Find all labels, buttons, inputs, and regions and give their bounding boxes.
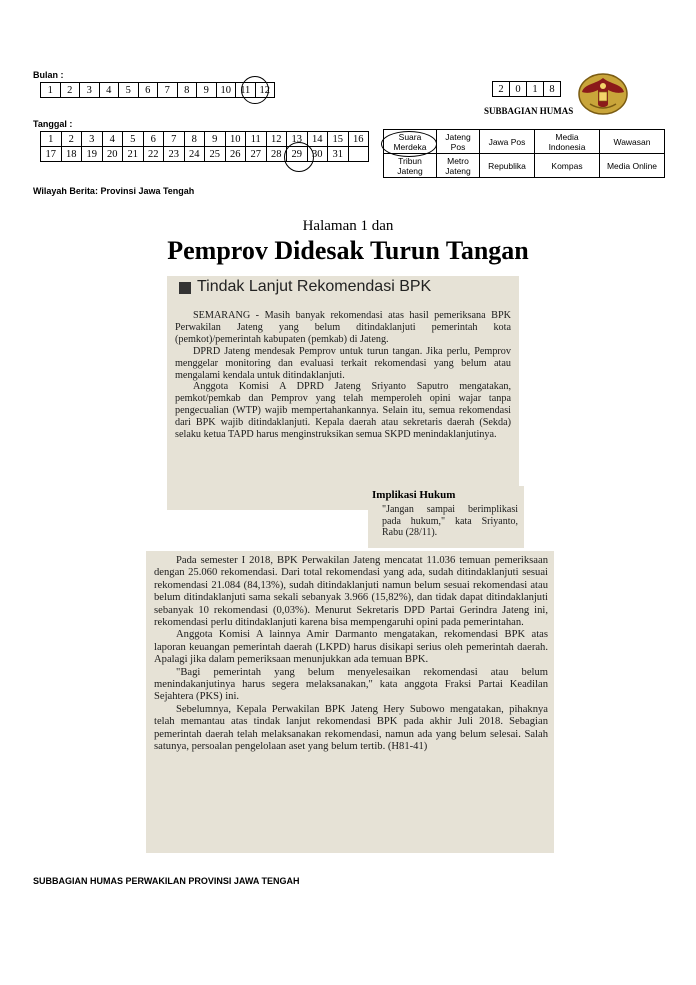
date-cell: 16: [348, 132, 369, 147]
date-cell: 11: [246, 132, 267, 147]
date-cell: 10: [225, 132, 246, 147]
month-cell: 6: [138, 83, 158, 98]
date-cell: 30: [307, 147, 328, 162]
clip1-subhead: Implikasi Hukum: [372, 489, 456, 501]
date-cell: 12: [266, 132, 287, 147]
date-cell: 24: [184, 147, 205, 162]
month-cell: 7: [158, 83, 178, 98]
headline: Pemprov Didesak Turun Tangan: [167, 236, 529, 265]
year-digit-cell: 1: [527, 82, 544, 97]
date-cell: 22: [143, 147, 164, 162]
year-grid: [492, 81, 561, 97]
clip2-paragraph: Pada semester I 2018, BPK Perwakilan Jateng mencatat 11.036 temuan pemeriksaan dengan 25.060 rekomendasi. Dari total rekomendasi yang ada, sudah ditindaklanjuti sesuai rekomendasi 21.084 (84,13%), sudah ditindaklanjuti namun belum sesuai rekomendasi atau belum ditindaklanjuti sama sekali sebanyak 3.966 (15,82%), dan tidak dapat ditindaklanjuti sebanyak 10 rekomendasi (0,03%). Menurut Sekretaris DPD Partai Gerindra Jateng ini, rekomendasi perlu ditindaklanjuti karena bisa mempengaruhi opini pada pemerintahan.: [154, 555, 548, 629]
media-cell: Metro Jateng: [437, 154, 480, 178]
date-grid: [40, 131, 369, 162]
month-cell: 9: [197, 83, 217, 98]
date-cell: 21: [123, 147, 144, 162]
media-table: [383, 129, 665, 178]
date-cell: 23: [164, 147, 185, 162]
month-cell: 5: [119, 83, 139, 98]
date-cell: 4: [102, 132, 123, 147]
month-cell: 11: [236, 83, 256, 98]
date-cell: 15: [328, 132, 349, 147]
month-cell: 1: [41, 83, 61, 98]
month-cell: 4: [99, 83, 119, 98]
date-cell: [348, 147, 369, 162]
date-cell: 31: [328, 147, 349, 162]
date-cell: 2: [61, 132, 82, 147]
date-cell: 9: [205, 132, 226, 147]
year-digit-cell: 2: [493, 82, 510, 97]
clip1-paragraph: SEMARANG - Masih banyak rekomendasi atas hasil pemeriksana BPK Perwakilan Jateng yang belum ditindaklanjuti pemerintah kota (pemkot)/pemerintah kabupaten (pemkab) di Jateng.: [175, 310, 511, 345]
media-cell: Tribun Jateng: [384, 154, 437, 178]
date-cell: 26: [225, 147, 246, 162]
clip2-paragraph: Anggota Komisi A lainnya Amir Darmanto mengatakan, rekomendasi BPK atas laporan keuangan pemerintah daerah (LKPD) harus disikapi serius oleh pemerintah daerah. Apalagi jika dalam pemeriksaan menunjukkan ada temuan BPK.: [154, 629, 548, 666]
news-clip-2: [146, 551, 554, 853]
date-cell: 20: [102, 147, 123, 162]
clip2-paragraph: Sebelumnya, Kepala Perwakilan BPK Jateng Hery Subowo mengatakan, pihaknya telah memantau atas tindak lanjut rekomendasi BPK pada akhir Juli 2018. Sebagian pemerintah daerah telah melaksanakan rekomendasi, namun ada yang belum selesai. Salah satunya, persoalan pengelolaan aset yang belum tertib. (H81-41): [154, 703, 548, 753]
news-clip-1: [167, 276, 519, 510]
date-cell: 1: [41, 132, 62, 147]
date-cell: 14: [307, 132, 328, 147]
footer-label: SUBBAGIAN HUMAS PERWAKILAN PROVINSI JAWA TENGAH: [33, 876, 300, 886]
clip1-kicker: Tindak Lanjut Rekomendasi BPK: [197, 278, 432, 295]
date-cell: 17: [41, 147, 62, 162]
media-cell: Kompas: [535, 154, 600, 178]
date-cell: 7: [164, 132, 185, 147]
month-cell: 2: [60, 83, 80, 98]
clip1-quote: "Jangan sampai berimplikasi pada hukum," kata Sriyanto, Rabu (28/11).: [382, 504, 518, 538]
date-cell: 19: [82, 147, 103, 162]
date-cell: 27: [246, 147, 267, 162]
clip1-paragraph: Anggota Komisi A DPRD Jateng Sriyanto Saputro mengatakan, pemkot/pemkab dan Pemprov yang telah memperoleh opini wajar tanpa pengecualian (WTP) wajib mempertahankannya. Selain itu, semua rekomendasi dari BPK wajib ditindaklanjuti. Kepala daerah atau sekretaris daerah (Sekda) selaku ketua TAPD harus menginstruksikan semua SKPD menindaklanjutinya.: [175, 381, 511, 441]
month-grid: [40, 82, 275, 98]
media-cell: Media Indonesia: [535, 130, 600, 154]
clip2-paragraph: "Bagi pemerintah yang belum menyelesaikan rekomendasi atau belum menindakanjutinya harus segera melaksanakan," kata anggota Fraksi Partai Keadilan Sejahtera (PKS) ini.: [154, 666, 548, 703]
org-label: SUBBAGIAN HUMAS: [484, 106, 574, 116]
year-digit-cell: 8: [544, 82, 561, 97]
year-digit-cell: 0: [510, 82, 527, 97]
date-cell: 13: [287, 132, 308, 147]
date-cell: 28: [266, 147, 287, 162]
date-cell: 6: [143, 132, 164, 147]
media-cell: Jateng Pos: [437, 130, 480, 154]
region-label: Wilayah Berita: Provinsi Jawa Tengah: [33, 186, 195, 196]
date-cell: 25: [205, 147, 226, 162]
media-cell: Jawa Pos: [480, 130, 535, 154]
page-reference: Halaman 1 dan: [302, 218, 394, 234]
date-cell: 5: [123, 132, 144, 147]
media-cell: Wawasan: [600, 130, 665, 154]
date-cell: 18: [61, 147, 82, 162]
tanggal-label: Tanggal :: [33, 119, 73, 129]
month-cell: 8: [177, 83, 197, 98]
news-clip-1-tail: [368, 486, 524, 548]
clip1-paragraph: DPRD Jateng mendesak Pemprov untuk turun tangan. Jika perlu, Pemprov menggelar monitoring dan evaluasi terkait rekomendasi yang belum atau mengalami kendala untuk ditindaklanjuti.: [175, 345, 511, 381]
date-cell: 8: [184, 132, 205, 147]
date-cell: 29: [287, 147, 308, 162]
month-cell: 3: [80, 83, 100, 98]
bulan-label: Bulan :: [33, 70, 64, 80]
media-cell: Suara Merdeka: [384, 130, 437, 154]
kicker-square-icon: [179, 282, 191, 294]
month-cell: 10: [216, 83, 236, 98]
media-cell: Republika: [480, 154, 535, 178]
media-cell: Media Online: [600, 154, 665, 178]
garuda-emblem-icon: [576, 70, 630, 118]
month-cell: 12: [255, 83, 275, 98]
date-cell: 3: [82, 132, 103, 147]
